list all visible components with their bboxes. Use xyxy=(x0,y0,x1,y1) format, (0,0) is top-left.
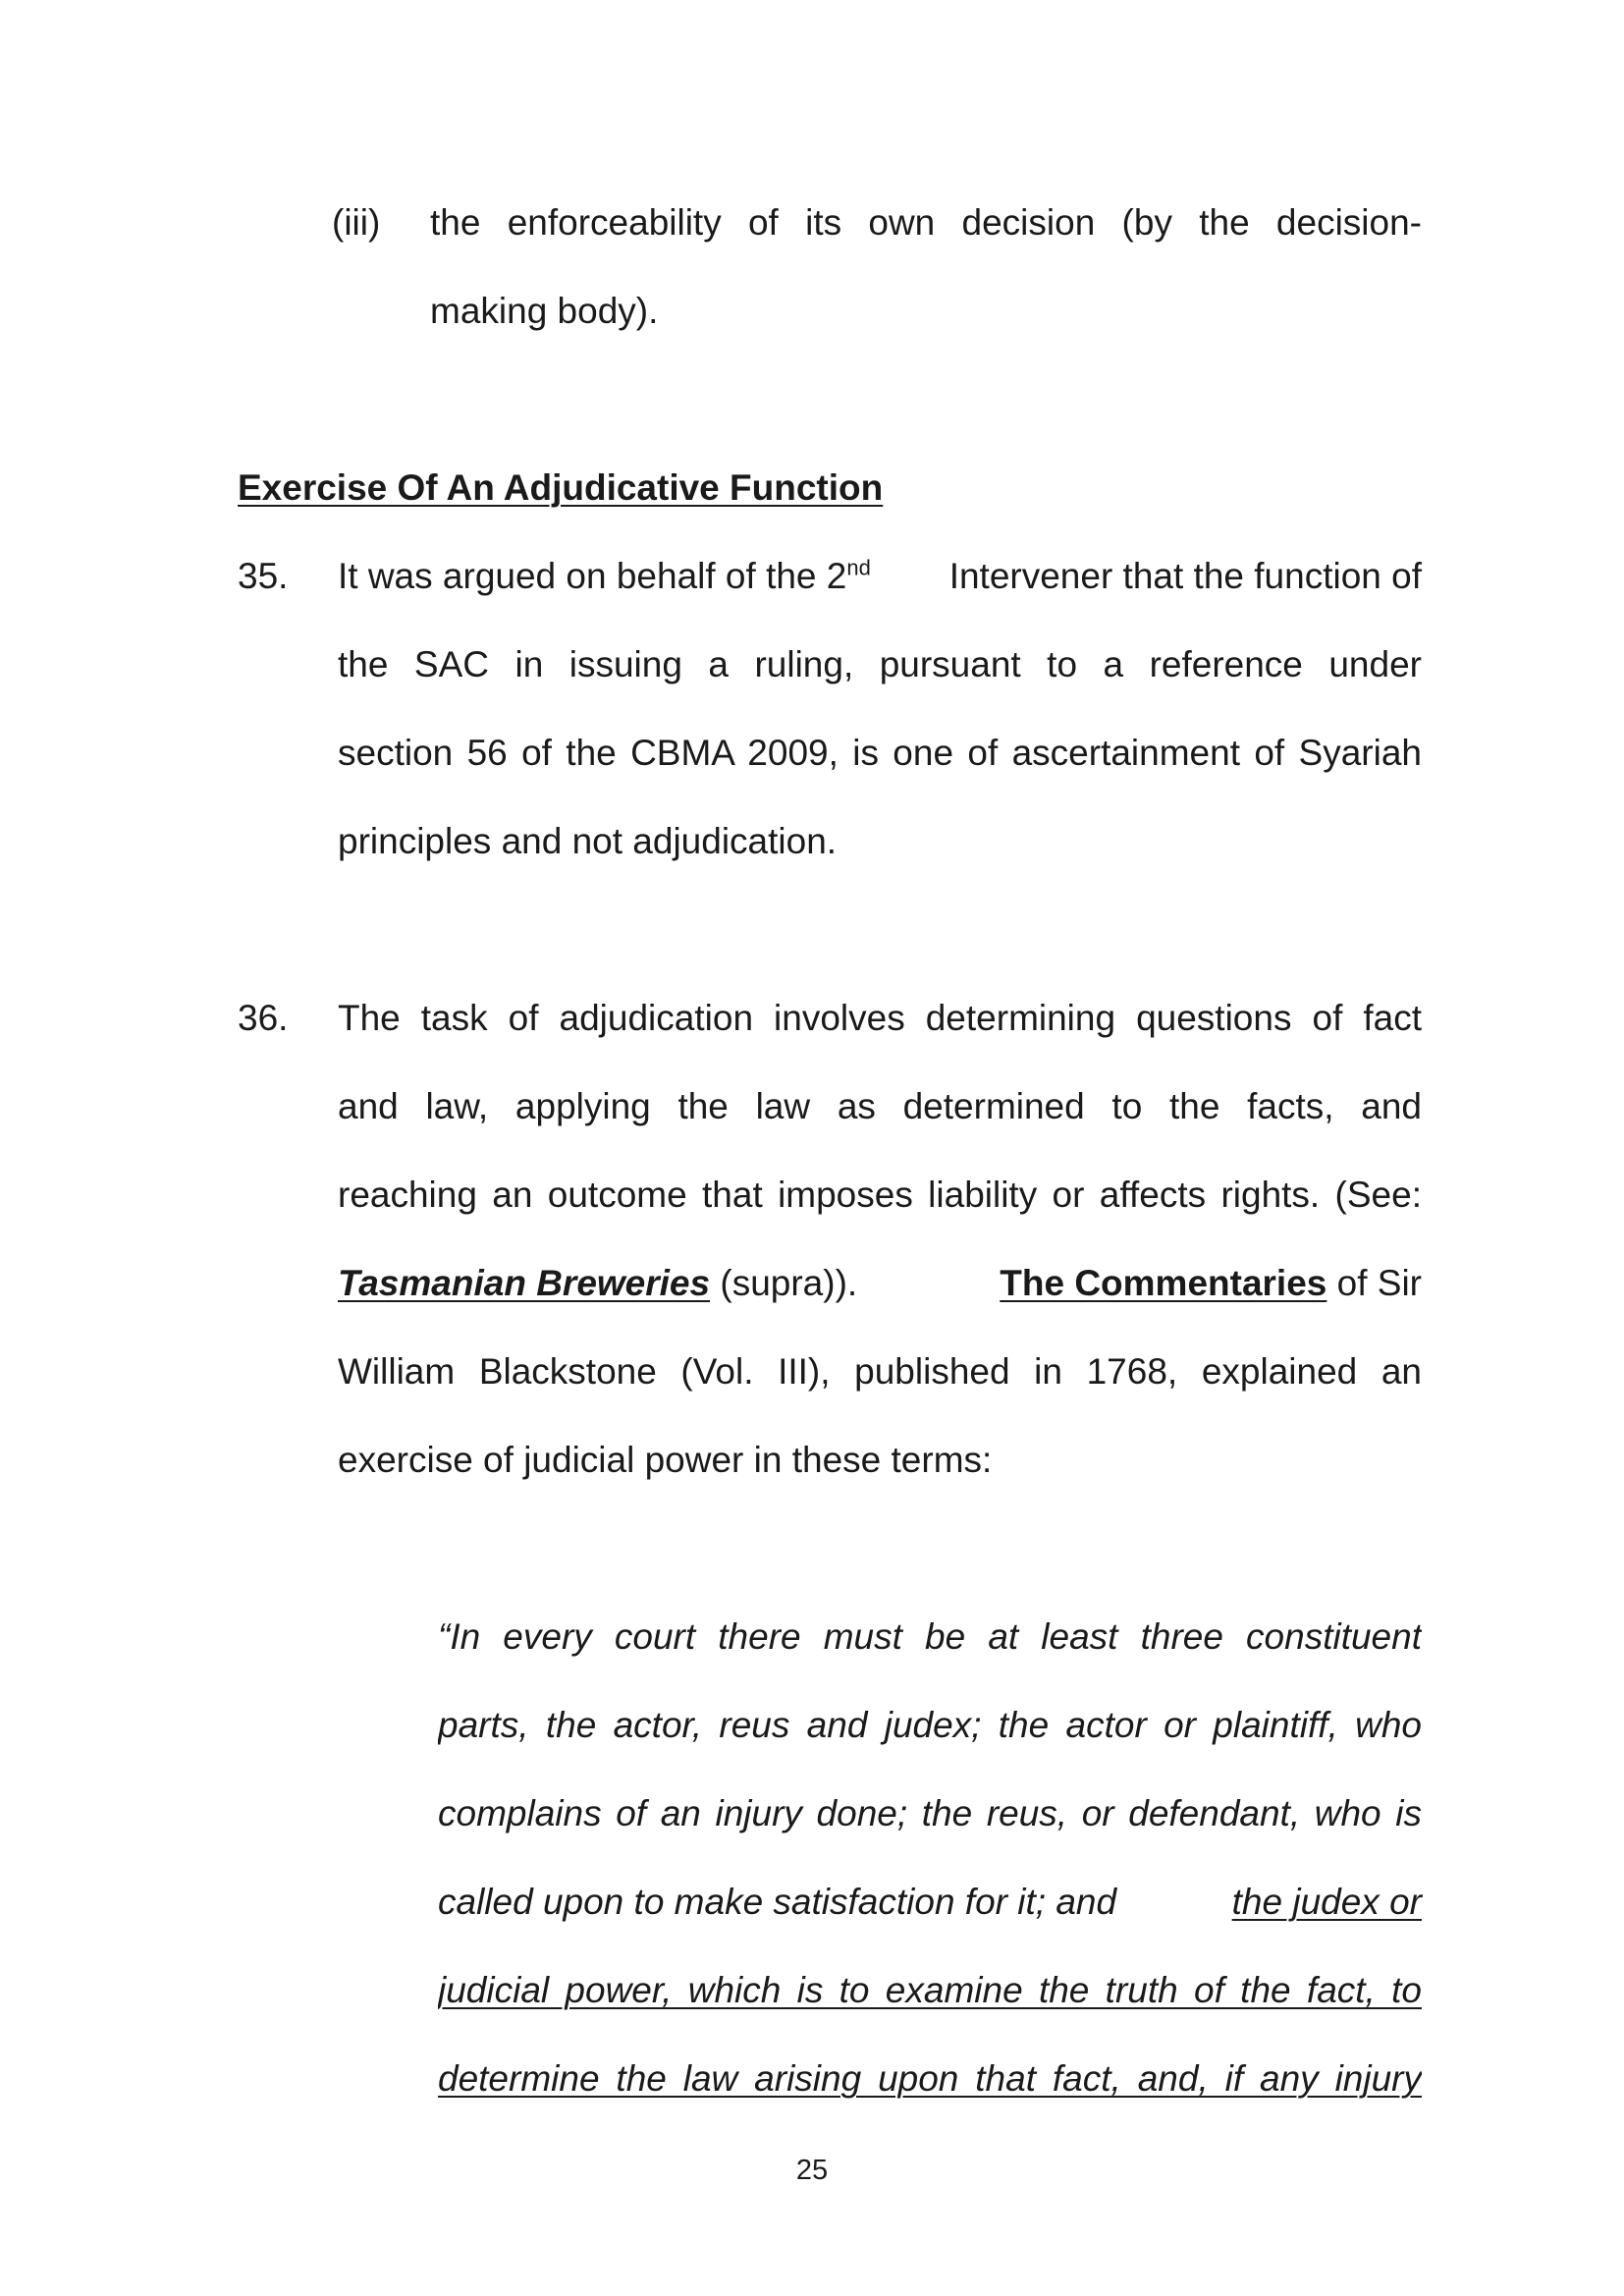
quote-line-4-a: called upon to make satisfaction for it; and xyxy=(438,1882,1117,1922)
page-number: 25 xyxy=(795,2155,829,2186)
para-36-line-4 xyxy=(338,1265,1422,1301)
supra-text: (supra)). xyxy=(710,1263,858,1303)
para-36-line-1: The task of adjudication involves determining questions of fact xyxy=(338,1000,1422,1038)
item-iii-line-2: making body). xyxy=(430,291,659,331)
of-sir-text: of Sir xyxy=(1326,1263,1422,1303)
quote-line-6: determine the law arising upon that fact, and, if any injury xyxy=(438,2060,1422,2099)
case-citation-tasmanian-breweries: Tasmanian Breweries xyxy=(338,1263,711,1303)
section-heading: Exercise Of An Adjudicative Function xyxy=(238,467,884,508)
work-title-the-commentaries: The Commentaries xyxy=(1000,1263,1327,1303)
para-35-line-1-b: Intervener that the function of xyxy=(948,556,1422,596)
quote-line-3: complains of an injury done; the reus, or defendant, who is xyxy=(438,1795,1422,1833)
para-35-line-4: principles and not adjudication. xyxy=(338,821,838,861)
para-36-line-2: and law, applying the law as determined to the facts, and xyxy=(338,1088,1422,1126)
para-36-line-4-right xyxy=(1000,1265,1422,1301)
quote-line-5: judicial power, which is to examine the truth of the fact, to xyxy=(438,1972,1422,2010)
para-35-line-1-a: It was argued on behalf of the 2nd xyxy=(338,555,871,596)
para-35-line-3: section 56 of the CBMA 2009, is one of ascertainment of Syariah xyxy=(338,735,1422,773)
para-36-line-4-left xyxy=(338,1265,857,1301)
para-36-line-5: William Blackstone (Vol. III), published in 1768, explained an xyxy=(338,1353,1422,1392)
para-36-line-6: exercise of judicial power in these terms: xyxy=(338,1440,993,1480)
quote-line-4 xyxy=(438,1884,1422,1920)
para-35-line-1 xyxy=(338,555,1422,596)
quote-line-1: “In every court there must be at least three constituent xyxy=(438,1618,1422,1657)
quote-line-2: parts, the actor, reus and judex; the actor or plaintiff, who xyxy=(438,1707,1422,1745)
quote-line-4-underlined: the judex or xyxy=(1231,1882,1422,1922)
para-35-line-2: the SAC in issuing a ruling, pursuant to a reference under xyxy=(338,646,1422,684)
list-marker-iii: (iii) xyxy=(332,202,381,243)
item-iii-line-1: the enforceability of its own decision (by the decision- xyxy=(430,204,1422,243)
para-36-line-3: reaching an outcome that imposes liability or affects rights. (See: xyxy=(338,1176,1422,1215)
para-36-number: 36. xyxy=(238,998,289,1038)
para-35-number: 35. xyxy=(238,556,289,596)
